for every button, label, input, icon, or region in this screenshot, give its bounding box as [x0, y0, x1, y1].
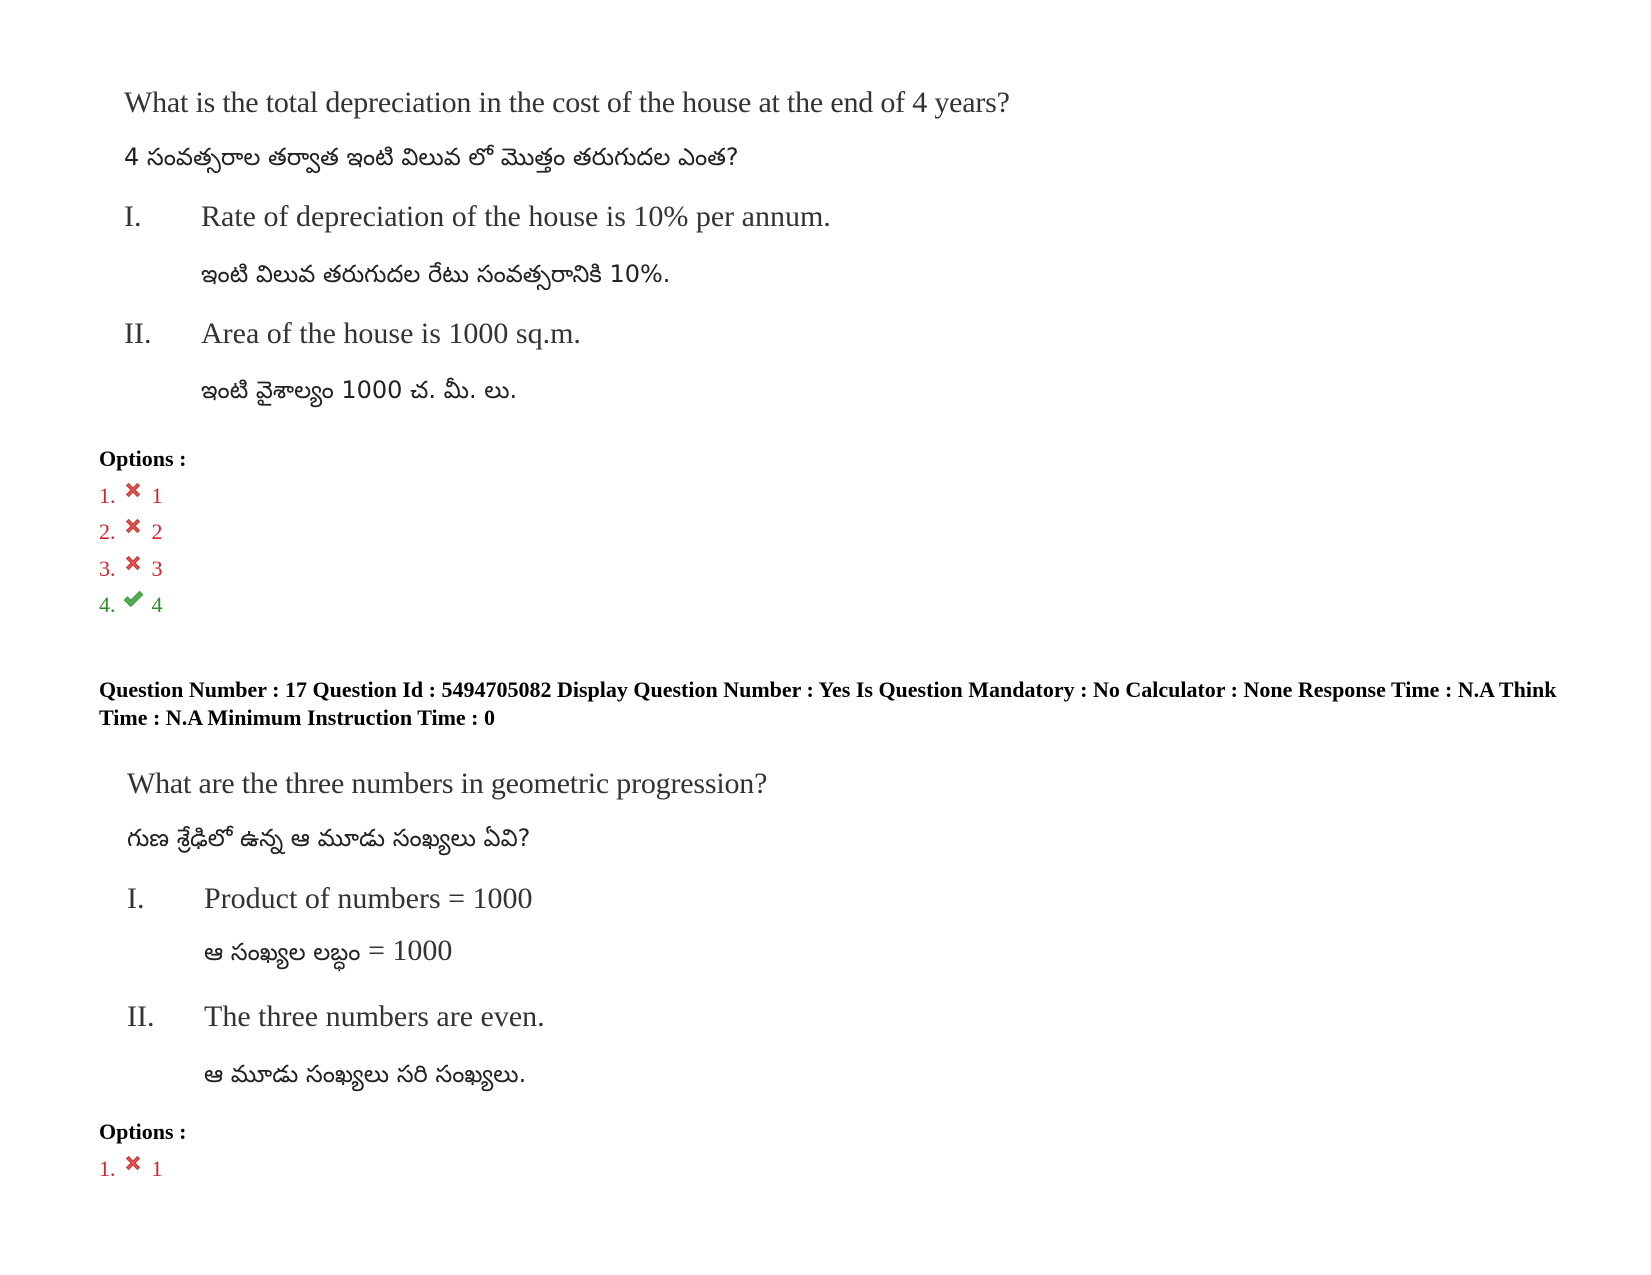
option-number: 2.	[99, 519, 116, 544]
statement-numeral: II.	[127, 1000, 155, 1033]
option-number: 1.	[99, 483, 116, 508]
option-item[interactable]	[99, 519, 163, 545]
option-item[interactable]	[99, 592, 163, 618]
option-item[interactable]	[99, 556, 163, 582]
statement-text-te-prefix: ఆ సంఖ్యల లబ్ధం	[204, 938, 361, 966]
question-text-te: 4 సంవత్సరాల తర్వాత ఇంటి విలువ లో మొత్తం తరుగుదల ఎంత?	[124, 143, 739, 171]
cross-icon	[122, 479, 144, 501]
cross-icon	[122, 1152, 144, 1174]
statement-text-en: Area of the house is 1000 sq.m.	[201, 317, 581, 350]
statement-text-te: ఆ మూడు సంఖ్యలు సరి సంఖ్యలు.	[204, 1060, 527, 1088]
statement-text-en: Rate of depreciation of the house is 10% per annum.	[201, 200, 831, 233]
statement-text-en: Product of numbers = 1000	[204, 882, 533, 915]
check-icon	[122, 588, 144, 610]
statement-numeral: II.	[124, 317, 152, 350]
question-text-en: What are the three numbers in geometric progression?	[127, 767, 768, 800]
cross-icon	[122, 552, 144, 574]
statement-text-te: ఇంటి వైశాల్యం 1000 చ. మీ. లు.	[201, 376, 518, 404]
question-meta: Question Number : 17 Question Id : 5494705082 Display Question Number : Yes Is Question Mandatory : No Calculator : None Response Time : N.A Think Time : N.A Minimum Instruction Time : 0	[99, 677, 1557, 730]
option-number: 4.	[99, 592, 116, 617]
option-number: 3.	[99, 556, 116, 581]
statement-text-te: ఇంటి విలువ తరుగుదల రేటు సంవత్సరానికి 10%.	[201, 260, 671, 288]
option-value: 4	[151, 592, 163, 617]
option-item[interactable]	[99, 483, 163, 509]
statement-text-en: The three numbers are even.	[204, 1000, 545, 1033]
statement-numeral: I.	[124, 200, 142, 233]
question-text-en: What is the total depreciation in the cost of the house at the end of 4 years?	[124, 86, 1010, 119]
option-item[interactable]	[99, 1156, 163, 1182]
statement-text-te-suffix: = 1000	[360, 934, 453, 967]
option-number: 1.	[99, 1156, 116, 1181]
statement-text-te	[204, 934, 452, 972]
cross-icon	[122, 515, 144, 537]
question-text-te: గుణ శ్రేఢిలో ఉన్న ఆ మూడు సంఖ్యలు ఏవి?	[127, 824, 531, 852]
options-label: Options :	[99, 446, 187, 471]
option-value: 1	[151, 483, 163, 508]
options-label: Options :	[99, 1119, 187, 1144]
option-value: 2	[151, 519, 163, 544]
option-value: 1	[151, 1156, 163, 1181]
option-value: 3	[151, 556, 163, 581]
statement-numeral: I.	[127, 882, 145, 915]
